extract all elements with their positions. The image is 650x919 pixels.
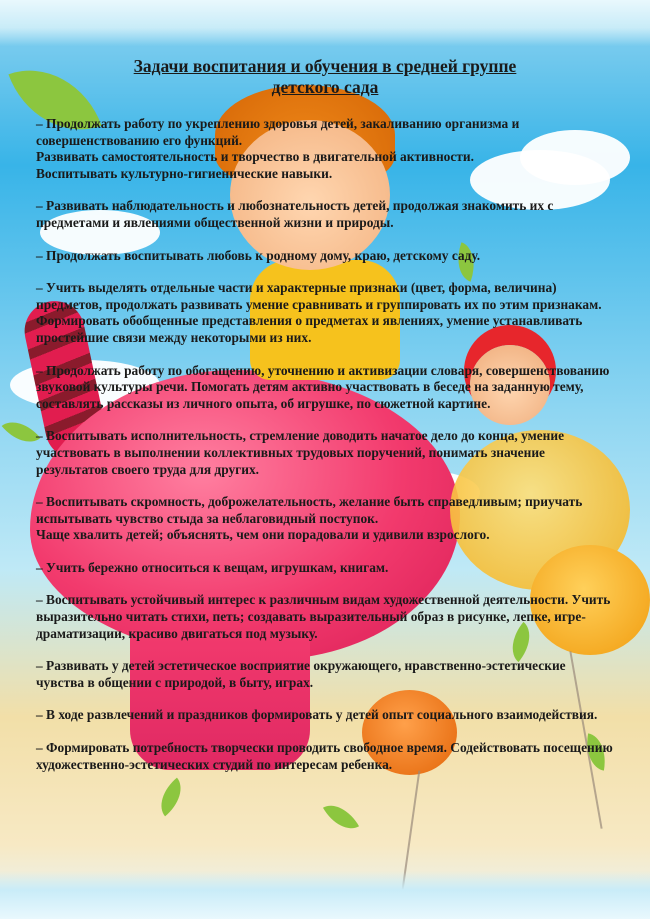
paragraph-line: – Воспитывать скромность, доброжелательность, желание быть справедливым; приучать испытывать чувство стыда за неблаговидный поступок. xyxy=(36,494,583,526)
task-paragraph-2 xyxy=(36,198,614,231)
title-line-1: Задачи воспитания и обучения в средней группе xyxy=(133,56,517,76)
paragraph-line: Воспитывать культурно-гигиенические навыки. xyxy=(36,165,333,181)
task-paragraph-8 xyxy=(36,560,614,577)
paragraph-line: – Продолжать работу по обогащению, уточнению и активизации словаря, совершенствованию звуковой культуры речи. Помогать детям активно участвовать в беседе на заданную тему, составлять рассказы из личного опыта, об игрушке, по сюжетной картине. xyxy=(36,362,610,411)
paragraph-line: – Продолжать работу по укреплению здоровья детей, закаливанию организма и совершенствованию его функций. xyxy=(36,116,520,148)
paragraph-line: – Продолжать воспитывать любовь к родному дому, краю, детскому саду. xyxy=(36,247,481,263)
green-leaf-icon xyxy=(323,797,359,837)
document-title xyxy=(36,56,614,98)
paragraph-line: – В ходе развлечений и праздников формировать у детей опыт социального взаимодействия. xyxy=(36,707,598,723)
paragraph-line: Чаще хвалить детей; объяснять, чем они порадовали и удивили взрослого. xyxy=(36,527,490,543)
document-body xyxy=(36,56,614,789)
paragraph-line: – Учить бережно относиться к вещам, игрушкам, книгам. xyxy=(36,559,389,575)
task-paragraph-5 xyxy=(36,363,614,413)
paragraph-line: – Учить выделять отдельные части и характерные признаки (цвет, форма, величина) предметов, продолжать развивать умение сравнивать и группировать их по этим признакам. Формировать обобщенные представления о предметах и явлениях, умение устанавливать простейшие связи между некоторыми из них. xyxy=(36,280,602,345)
task-paragraph-4 xyxy=(36,280,614,346)
title-line-2: детского сада xyxy=(271,77,379,97)
task-paragraph-6 xyxy=(36,428,614,478)
bottom-frame-border xyxy=(0,871,650,919)
paragraph-line: – Развивать у детей эстетическое восприятие окружающего, нравственно-эстетические чувства в общении с природой, в быту, играх. xyxy=(36,658,566,690)
task-paragraph-10 xyxy=(36,658,614,691)
paragraph-line: – Воспитывать исполнительность, стремление доводить начатое дело до конца, умение участвовать в выполнении коллективных трудовых поручений, понимать значение результатов своего труда для других. xyxy=(36,428,565,477)
task-paragraph-1 xyxy=(36,116,614,182)
task-paragraph-9 xyxy=(36,592,614,642)
paragraph-line: – Развивать наблюдательность и любознательность детей, продолжая знакомить их с предметами и явлениями общественной жизни и природы. xyxy=(36,198,554,230)
top-frame-border xyxy=(0,0,650,46)
task-paragraph-12 xyxy=(36,740,614,773)
paragraph-line: Развивать самостоятельность и творчество в двигательной активности. xyxy=(36,149,474,165)
task-paragraph-7 xyxy=(36,494,614,544)
task-paragraph-11 xyxy=(36,707,614,724)
task-paragraph-3 xyxy=(36,248,614,265)
paragraph-line: – Воспитывать устойчивый интерес к различным видам художественной деятельности. Учить выразительно читать стихи, петь; создавать выразительный образ в рисунке, лепке, игре-драматизации, красиво двигаться под музыку. xyxy=(36,592,611,641)
paragraph-line: – Формировать потребность творчески проводить свободное время. Содействовать посещению художественно-эстетических студий по интересам ребенка. xyxy=(36,740,613,772)
green-leaf-icon xyxy=(2,412,41,452)
